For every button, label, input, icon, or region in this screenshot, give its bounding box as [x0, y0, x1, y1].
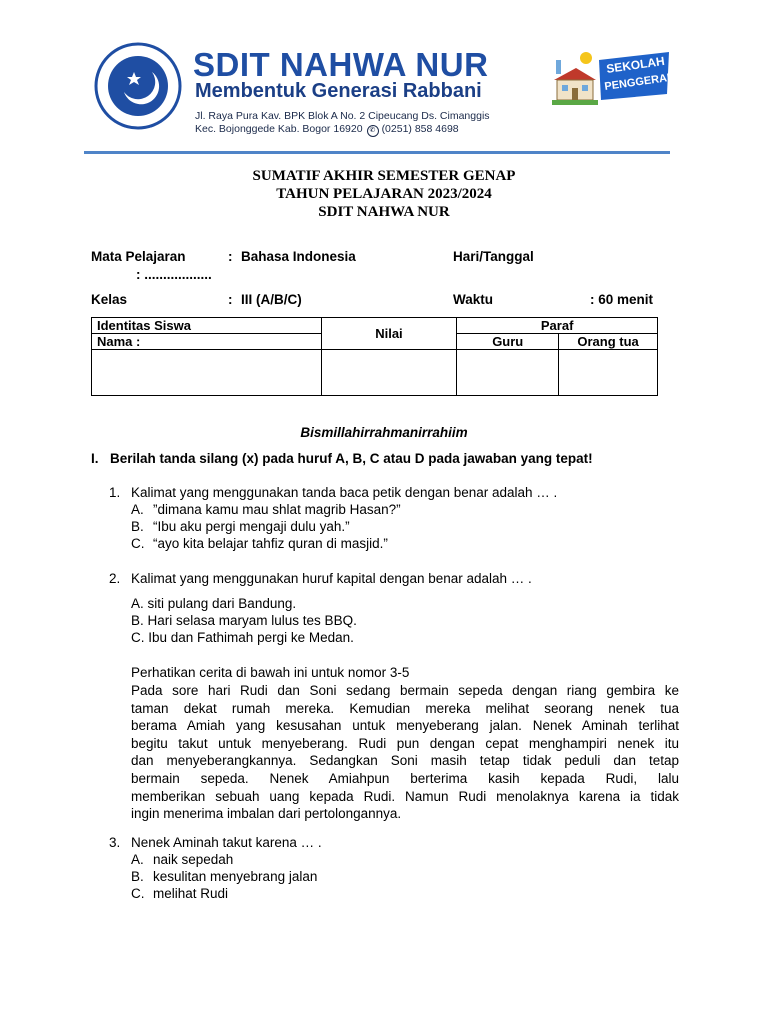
time-value: : 60 menit — [590, 292, 654, 307]
identity-table — [91, 317, 658, 396]
parent-header: Orang tua — [559, 334, 658, 350]
story-line: berama Amiah yang kesusahan untuk menyeberang jalan. Nenek Aminah terlihat — [131, 718, 679, 734]
story-line: taman dekat rumah mereka. Kemudian mereka melihat seorang nenek tua — [131, 700, 679, 716]
school-building-icon — [552, 50, 598, 106]
teacher-header: Guru — [457, 334, 559, 350]
option-text[interactable]: B. Hari selasa maryam lulus tes BBQ. — [131, 613, 357, 628]
section-instruction: Berilah tanda silang (x) pada huruf A, B, C atau D pada jawaban yang tepat! — [110, 451, 593, 466]
section-number: I. — [91, 451, 99, 466]
score-header: Nilai — [321, 318, 457, 350]
option-text: “ayo kita belajar tahfiz quran di masjid.” — [153, 536, 388, 551]
class-value: III (A/B/C) — [241, 292, 302, 307]
story-intro: Perhatikan cerita di bawah ini untuk nomor 3-5 — [131, 665, 410, 680]
school-name: SDIT NAHWA NUR — [193, 46, 489, 83]
option-letter[interactable]: A. — [131, 502, 144, 517]
story-paragraph — [131, 682, 679, 823]
school-address-line1: Jl. Raya Pura Kav. BPK Blok A No. 2 Cipeucang Ds. Cimanggis — [195, 110, 490, 122]
sekolah-penggerak-badge — [597, 50, 671, 102]
option-letter[interactable]: C. — [131, 886, 145, 901]
date-label: Hari/Tanggal — [453, 249, 534, 264]
badge-line1: SEKOLAH — [605, 53, 666, 76]
teacher-signature-cell[interactable] — [457, 350, 559, 396]
score-cell[interactable] — [321, 350, 457, 396]
option-letter[interactable]: C. — [131, 536, 145, 551]
story-line: bermain sepeda. Nenek Amiahpun berterima kasih kepada Rudi, lalu — [131, 770, 679, 786]
phone-icon: ✆ — [367, 125, 379, 137]
opening-prayer: Bismillahirrahmanirrahiim — [300, 425, 468, 440]
option-letter[interactable]: A. — [131, 852, 144, 867]
school-tagline: Membentuk Generasi Rabbani — [195, 80, 482, 102]
option-text: melihat Rudi — [153, 886, 229, 901]
identity-header: Identitas Siswa — [92, 318, 322, 334]
name-label: Nama : — [92, 334, 322, 350]
school-address-line2 — [195, 123, 459, 137]
parent-signature-cell[interactable] — [559, 350, 658, 396]
option-text: naik sepedah — [153, 852, 234, 867]
story-line: dan menyeberangkannya. Sedangkan Soni masih tetap tidak peduli dan tetap — [131, 753, 679, 769]
class-label: Kelas — [91, 292, 128, 307]
address-phone: (0251) 858 4698 — [381, 123, 459, 135]
subject-label: Mata Pelajaran — [91, 249, 186, 264]
option-letter[interactable]: B. — [131, 869, 144, 884]
title-school-name: SDIT NAHWA NUR — [318, 204, 450, 220]
option-text: kesulitan menyebrang jalan — [153, 869, 318, 884]
exam-title: SUMATIF AKHIR SEMESTER GENAP — [252, 168, 516, 184]
subject-value: Bahasa Indonesia — [241, 249, 356, 264]
subject-sep: : — [228, 249, 233, 264]
question-number: 2. — [109, 571, 121, 586]
address-district: Kec. Bojonggede Kab. Bogor 16920 — [195, 123, 363, 135]
name-cell[interactable] — [92, 350, 322, 396]
date-value: : .................. — [136, 267, 212, 282]
question-number: 1. — [109, 485, 121, 500]
school-year: TAHUN PELAJARAN 2023/2024 — [276, 186, 492, 202]
letterhead-rule — [84, 151, 670, 154]
question-text: Kalimat yang menggunakan tanda baca petik dengan benar adalah … . — [131, 485, 558, 500]
option-text: “Ibu aku pergi mengaji dulu yah.” — [153, 519, 350, 534]
class-sep: : — [228, 292, 233, 307]
question-text: Kalimat yang menggunakan huruf kapital dengan benar adalah … . — [131, 571, 532, 586]
story-line: begitu takut untuk menyeberang. Rudi pun dengan cepat menghampiri nenek itu — [131, 735, 679, 751]
question-number: 3. — [109, 835, 121, 850]
story-line: ingin menerima imbalan dari pertolongannya. — [131, 806, 402, 822]
badge-line2: PENGGERAK — [603, 71, 671, 93]
option-letter[interactable]: B. — [131, 519, 144, 534]
option-text: ”dimana kamu mau shlat magrib Hasan?” — [153, 502, 401, 517]
option-text[interactable]: A. siti pulang dari Bandung. — [131, 596, 297, 611]
option-text[interactable]: C. Ibu dan Fathimah pergi ke Medan. — [131, 630, 354, 645]
story-line: Pada sore hari Rudi dan Soni sedang bermain sepeda dengan riang gembira ke — [131, 683, 679, 698]
signature-header: Paraf — [457, 318, 658, 334]
story-line: memberikan sebuah uang kepada Rudi. Namun Rudi menolaknya karena ia tidak — [131, 788, 679, 804]
school-logo — [94, 42, 182, 130]
question-text: Nenek Aminah takut karena … . — [131, 835, 322, 850]
time-label: Waktu — [453, 292, 493, 307]
